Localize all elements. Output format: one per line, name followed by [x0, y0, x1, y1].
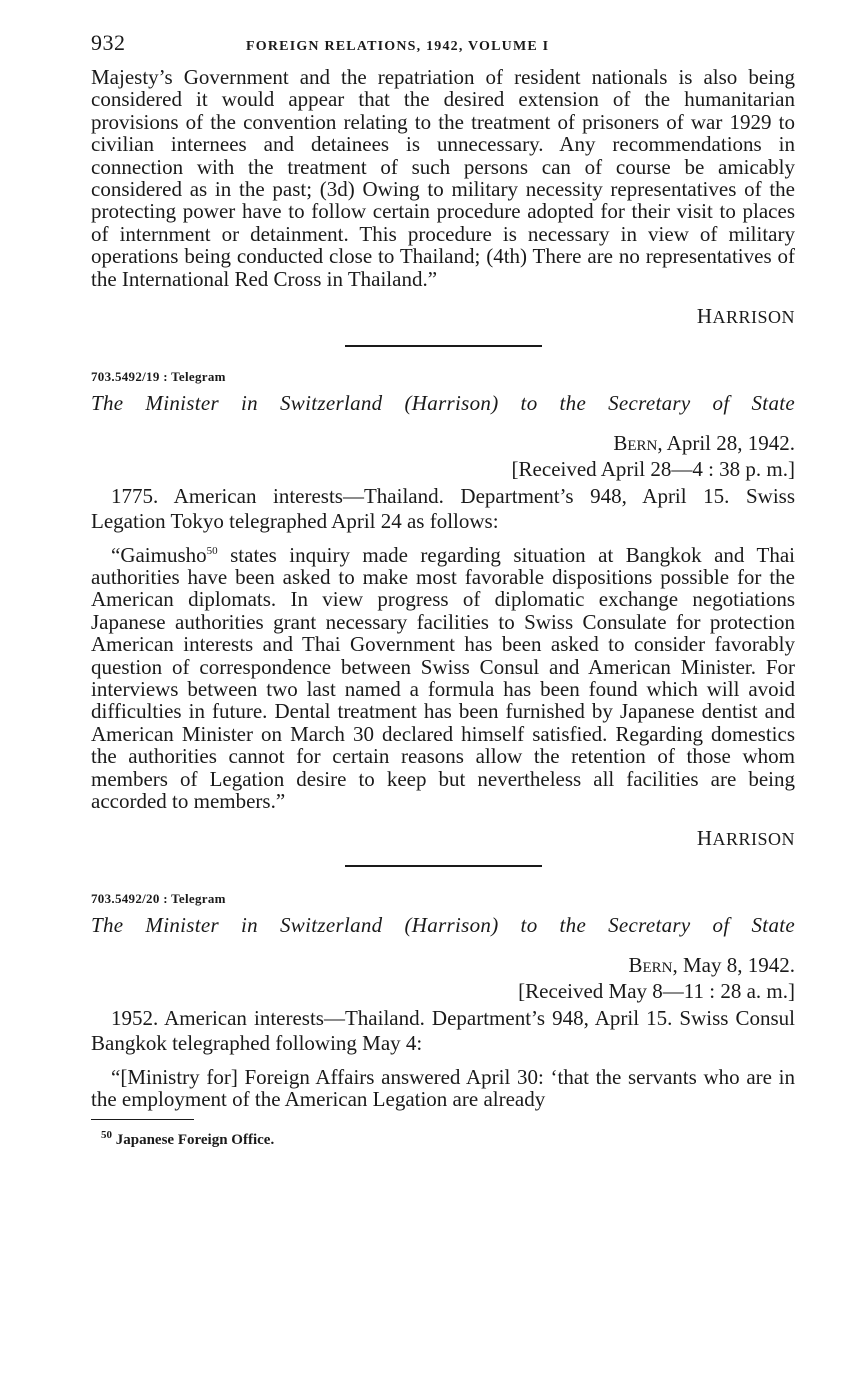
received-line: [Received April 28—4 : 38 p. m.] [511, 456, 795, 481]
received-line: [Received May 8—11 : 28 a. m.] [518, 978, 795, 1003]
footnote: $^{50}$ Japanese Foreign Office. [101, 1128, 275, 1148]
footnote-number: 50 [101, 1128, 112, 1141]
footnote-divider [91, 1119, 194, 1120]
dateline: Bern, April 28, 1942. [613, 430, 795, 455]
page-header [91, 30, 795, 66]
file-reference: 703.5492/19 : Telegram [91, 368, 226, 384]
signature: HARRISON [696, 304, 795, 329]
file-reference: 703.5492/20 : Telegram [91, 890, 226, 906]
section-divider [345, 865, 542, 867]
running-head: FOREIGN RELATIONS, 1942, VOLUME I [246, 39, 550, 54]
document-title: The Minister in Switzerland (Harrison) to the Secretary of State [91, 390, 795, 415]
signature: HARRISON [696, 826, 795, 851]
telegram-paragraph: 1775. American interests—Thailand. Department’s 948, April 15. Swiss Legation Tokyo telegraphed April 24 as follows: [91, 483, 795, 533]
document-page [91, 30, 795, 1149]
continuation-paragraph: Majesty’s Government and the repatriation of resident nationals is also being considered it would appear that the desired extension of the humanitarian provisions of the convention relating to the treatment of prisoners of war 1929 to civilian internees and detainees is unnecessary. Any recommendations in connection with the treatment of such persons can of course be amicably considered as in the past; (3d) Owing to military necessity representatives of the protecting power have to follow certain procedure adopted for their visit to places of internment or detainment. This procedure is necessary in view of military operations being conducted close to Thailand; (4th) There are no representatives of the International Red Cross in Thailand.” [91, 65, 795, 291]
telegram-paragraph: 1952. American interests—Thailand. Department’s 948, April 15. Swiss Consul Bangkok telegraphed following May 4: [91, 1005, 795, 1055]
section-divider [345, 345, 542, 347]
quoted-paragraph: “Gaimusho$^{50}$ states inquiry made regarding situation at Bangkok and Thai authorities have been asked to make most favorable dispositions possible for the American diplomats. In view progress of diplomatic exchange negotiations Japanese authorities grant necessary facilities to Swiss Consulate for protection American interests and Thai Government has been asked to consider favorably question of correspondence between Swiss Consul and American Minister. For interviews between two last named a formula has been found which will avoid difficulties in future. Dental treatment has been furnished by Japanese dentist and American Minister on March 30 declared himself satisfied. Regarding domestics the authorities cannot for certain reasons allow the retention of those whom members of Legation desire to keep but nevertheless all facilities are being accorded to members.” [91, 542, 795, 814]
document-title: The Minister in Switzerland (Harrison) to the Secretary of State [91, 912, 795, 937]
footnote-marker[interactable]: 50 [206, 544, 218, 557]
page-number: 932 [91, 30, 126, 55]
dateline: Bern, May 8, 1942. [628, 952, 795, 977]
quoted-paragraph: “[Ministry for] Foreign Affairs answered April 30: ‘that the servants who are in the employment of the American Legation are already [91, 1064, 795, 1112]
